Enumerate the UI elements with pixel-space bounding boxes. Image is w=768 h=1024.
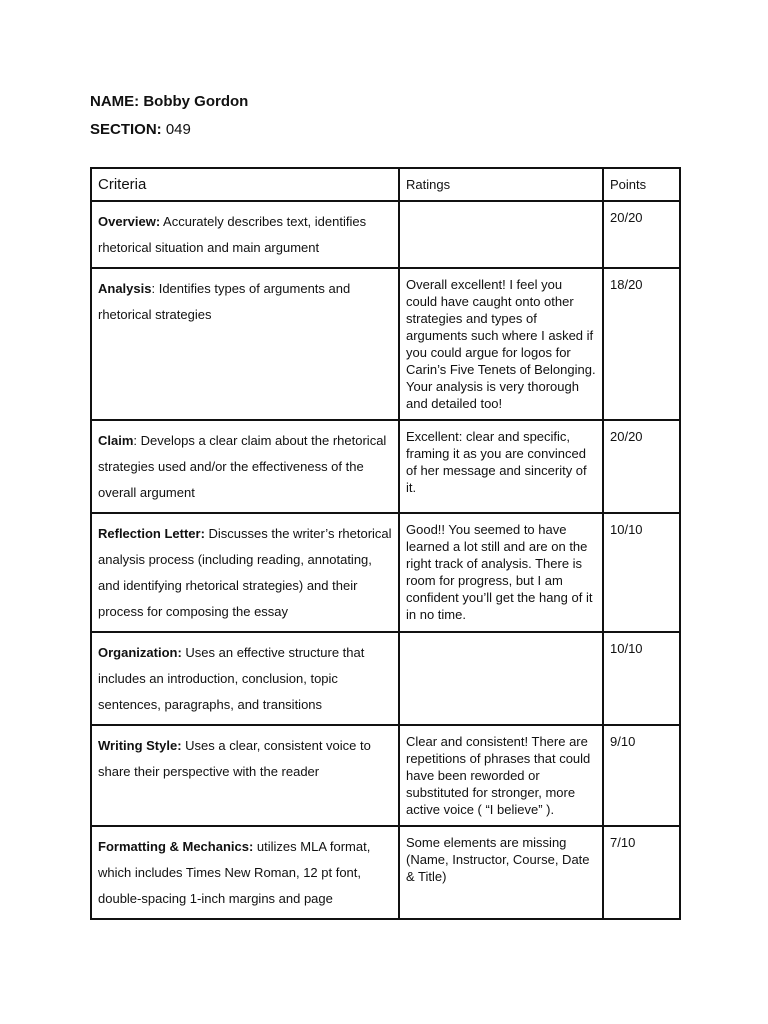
table-header-row	[91, 168, 680, 201]
criterion-title: Claim	[98, 433, 134, 448]
rating-cell: Clear and consistent! There are repetitions of phrases that could have been reworded or substituted for stronger, more active voice ( “I believe” ).	[399, 725, 603, 826]
table-row	[91, 725, 680, 826]
table-row	[91, 420, 680, 513]
criterion-description: Discusses the writer’s rhetorical analysis process (including reading, annotating, and identifying rhetorical strategies) and their process for composing the essay	[98, 526, 392, 619]
criterion-cell	[91, 513, 399, 632]
points-cell: 20/20	[603, 201, 680, 268]
criterion-cell	[91, 201, 399, 268]
column-header-points: Points	[603, 168, 680, 201]
criterion-description: utilizes MLA format, which includes Times New Roman, 12 pt font, double-spacing 1-inch margins and page	[98, 839, 371, 906]
criterion-cell	[91, 268, 399, 420]
criterion-title: Overview:	[98, 214, 161, 229]
criterion-title: Reflection Letter:	[98, 526, 205, 541]
column-header-ratings: Ratings	[399, 168, 603, 201]
criterion-cell	[91, 725, 399, 826]
rating-cell: Good!! You seemed to have learned a lot still and are on the right track of analysis. There is room for progress, but I am confident you’ll get the hang of it in no time.	[399, 513, 603, 632]
table-row	[91, 201, 680, 268]
criterion-description: Uses an effective structure that includes an introduction, conclusion, topic sentences, paragraphs, and transitions	[98, 645, 365, 712]
criterion-title: Writing Style:	[98, 738, 182, 753]
student-name: NAME: Bobby Gordon	[90, 93, 249, 110]
section-value: 049	[165, 121, 191, 138]
points-cell: 10/10	[603, 513, 680, 632]
criterion-cell	[91, 632, 399, 725]
table-row	[91, 268, 680, 420]
table-row	[91, 513, 680, 632]
criterion-description: Accurately describes text, identifies rhetorical situation and main argument	[98, 214, 367, 255]
column-header-criteria: Criteria	[91, 168, 399, 201]
criterion-cell	[91, 420, 399, 513]
criterion-cell	[91, 826, 399, 919]
criterion-title: Organization:	[98, 645, 182, 660]
criterion-description: : Develops a clear claim about the rhetorical strategies used and/or the effectiveness of the overall argument	[98, 433, 387, 500]
rating-cell	[399, 201, 603, 268]
criterion-title: Analysis	[98, 281, 152, 296]
section-line	[90, 121, 191, 139]
rating-cell: Excellent: clear and specific, framing it as you are convinced of her message and sincerity of it.	[399, 420, 603, 513]
points-cell: 9/10	[603, 725, 680, 826]
criterion-description: : Identifies types of arguments and rhetorical strategies	[98, 281, 351, 322]
rating-cell: Overall excellent! I feel you could have caught onto other strategies and types of arguments such where I asked if you could argue for logos for Carin’s Five Tenets of Belonging. Your analysis is very thorough and detailed too!	[399, 268, 603, 420]
section-label: SECTION:	[90, 121, 162, 138]
points-cell: 10/10	[603, 632, 680, 725]
rubric-table	[90, 167, 681, 920]
rating-cell: Some elements are missing (Name, Instructor, Course, Date & Title)	[399, 826, 603, 919]
table-row	[91, 826, 680, 919]
rating-cell	[399, 632, 603, 725]
points-cell: 18/20	[603, 268, 680, 420]
points-cell: 20/20	[603, 420, 680, 513]
table-row	[91, 632, 680, 725]
criterion-title: Formatting & Mechanics:	[98, 839, 254, 854]
points-cell: 7/10	[603, 826, 680, 919]
criterion-description: Uses a clear, consistent voice to share their perspective with the reader	[98, 738, 371, 779]
